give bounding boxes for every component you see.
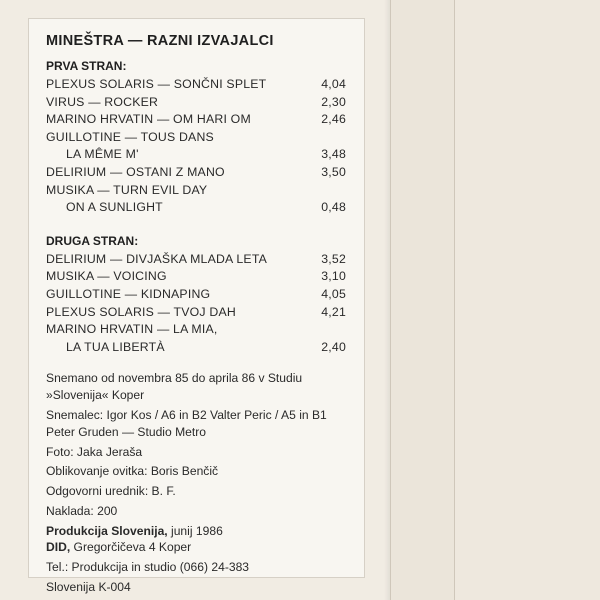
track-duration: 3,50 [321,164,346,179]
track-title-continued: LA MÊME M' [66,147,139,162]
track-title: PLEXUS SOLARIS — SONČNI SPLET [46,77,267,91]
track-title-continued: ON A SUNLIGHT [66,200,163,215]
side-a-tracklist [46,76,346,217]
track-title: MARINO HRVATIN — LA MIA, [46,322,218,337]
engineer-info: Snemalec: Igor Kos / A6 in B2 Valter Peric / A5 in B1 Peter Gruden — Studio Metro [46,407,327,439]
track-title-continued: LA TUA LIBERTÀ [66,339,165,354]
track-title: GUILLOTINE — TOUS DANS [46,129,214,144]
track-row [46,286,346,304]
did-line [46,539,351,556]
producer-date: junij 1986 [167,523,223,538]
did-name: DID, [46,540,71,555]
design-credit: Oblikovanje ovitka: Boris Benčič [46,464,219,479]
inlay-card [28,18,365,595]
track-title: DELIRIUM — DIVJAŠKA MLADA LETA [46,251,268,266]
track-title: PLEXUS SOLARIS — TVOJ DAH [46,304,236,319]
track-duration: 0,48 [321,200,346,215]
producer-name: Produkcija Slovenija, [46,523,168,538]
track-title: MARINO HRVATIN — OM HARI OM [46,112,251,127]
track-duration: 4,21 [321,304,346,319]
track-duration: 2,40 [321,339,346,354]
side-a-heading: PRVA STRAN: [46,59,127,73]
track-row [46,182,346,217]
track-title: GUILLOTINE — KIDNAPING [46,286,211,301]
track-row [46,321,346,356]
section-spacer [46,217,364,234]
track-duration: 2,46 [321,112,346,127]
producer-line [46,523,351,540]
track-title: MUSIKA — TURN EVIL DAY [46,182,208,197]
track-row [46,94,346,112]
phone-info: Tel.: Produkcija in studio (066) 24-383 [46,560,250,575]
edition-info: Naklada: 200 [46,503,118,518]
editor-credit: Odgovorni urednik: B. F. [46,484,176,499]
track-duration: 4,05 [321,286,346,301]
track-title: MUSIKA — VOICING [46,269,167,284]
cover-back-panel [455,0,600,600]
track-row [46,304,346,322]
track-row [46,164,346,182]
credits-block [46,370,351,596]
track-title: VIRUS — ROCKER [46,94,159,109]
track-row [46,111,346,129]
track-title: DELIRIUM — OSTANI Z MANO [46,164,225,179]
track-row [46,251,346,269]
album-title: MINEŠTRA — RAZNI IZVAJALCI [46,33,274,49]
track-duration: 2,30 [321,94,346,109]
photo-credit: Foto: Jaka Jeraša [46,444,143,459]
catalog-number: Slovenija K-004 [46,580,131,595]
side-b-heading: DRUGA STRAN: [46,233,139,248]
recording-info: Snemano od novembra 85 do aprila 86 v Studiu »Slovenija« Koper [46,371,303,403]
track-row [46,129,346,164]
track-duration: 3,52 [321,251,346,266]
track-row [46,76,346,94]
track-duration: 4,04 [321,77,346,91]
cover-spine-panel [390,0,455,600]
did-address: Gregorčičeva 4 Koper [70,540,192,555]
side-b-tracklist [46,251,346,357]
track-duration: 3,10 [321,269,346,284]
track-row [46,268,346,286]
track-duration: 3,48 [321,147,346,162]
